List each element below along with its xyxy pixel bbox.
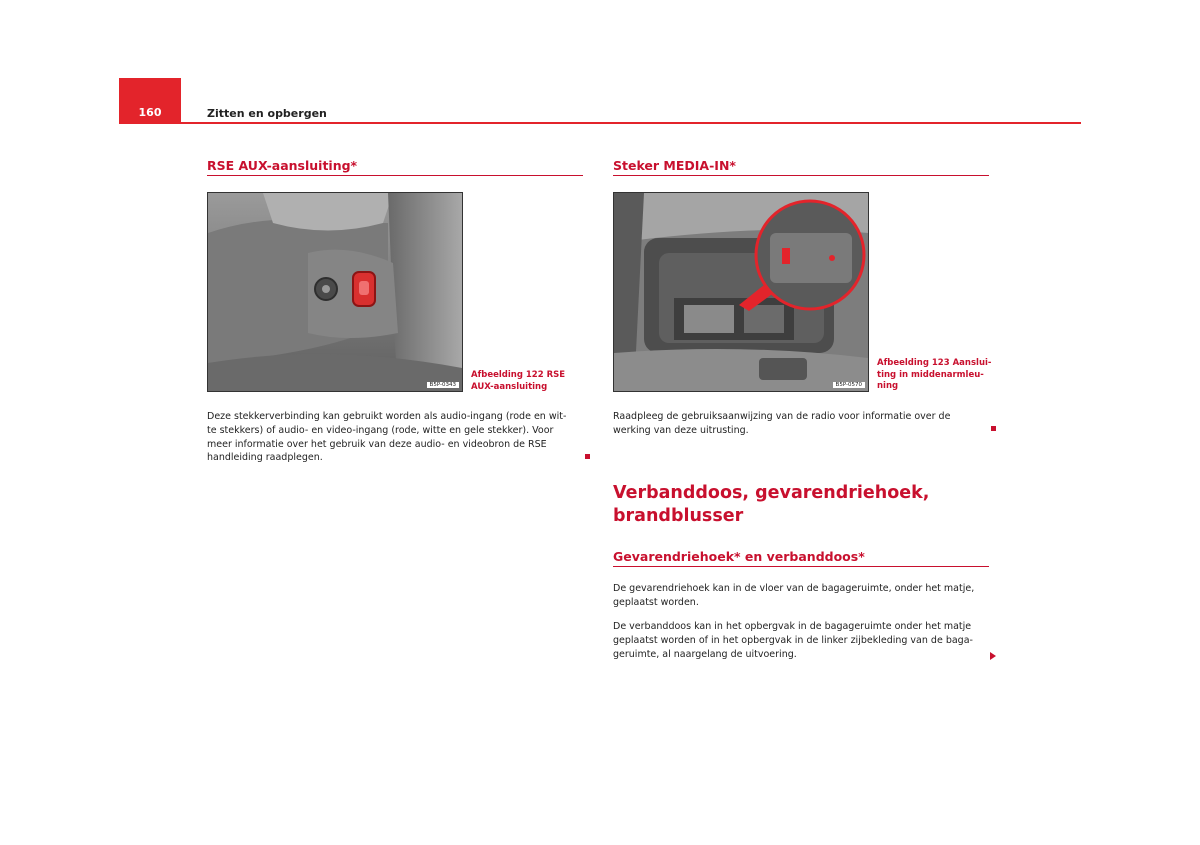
section-title-gevarendriehoek: Gevarendriehoek* en verbanddoos* xyxy=(613,549,865,564)
page-number: 160 xyxy=(138,106,162,119)
caption-line: ning xyxy=(877,381,899,391)
text-line: De verbanddoos kan in het opbergvak in de bagageruimte onder het matje xyxy=(613,621,972,632)
heading-line: brandblusser xyxy=(613,506,744,526)
section-end-marker xyxy=(991,426,996,431)
section-rule xyxy=(613,566,989,567)
figure-rse-aux-photo xyxy=(207,192,463,392)
text-line: De gevarendriehoek kan in de vloer van de bagageruimte, onder het matje, xyxy=(613,583,975,594)
section-rule xyxy=(613,175,989,176)
text-line: handleiding raadplegen. xyxy=(207,452,323,464)
verbanddoos-paragraph xyxy=(613,620,973,661)
rse-aux-paragraph xyxy=(207,410,566,465)
media-in-paragraph xyxy=(613,410,950,438)
chapter-title: Zitten en opbergen xyxy=(207,107,327,120)
rse-aux-illustration xyxy=(208,193,462,391)
caption-line: Afbeelding 122 RSE xyxy=(471,370,566,380)
section-title-rse-aux: RSE AUX-aansluiting* xyxy=(207,158,358,173)
gevarendriehoek-paragraph xyxy=(613,582,974,610)
text-line: meer informatie over het gebruik van deze audio- en videobron de RSE xyxy=(207,438,547,450)
figure-code: B5P-0343 xyxy=(427,382,459,388)
header-rule xyxy=(119,122,1081,124)
media-in-illustration xyxy=(614,193,868,391)
heading-line: Verbanddoos, gevarendriehoek, xyxy=(613,483,930,503)
figure-code: B5P-0570 xyxy=(833,382,865,388)
caption-line: AUX-aansluiting xyxy=(471,381,548,392)
continue-arrow-icon xyxy=(990,652,996,660)
text-line: Deze stekkerverbinding kan gebruikt worden als audio-ingang (rode en wit- xyxy=(207,411,567,422)
main-heading xyxy=(613,482,929,528)
section-rule xyxy=(207,175,583,176)
text-line: geruimte, al naargelang de uitvoering. xyxy=(613,648,797,660)
text-line: Raadpleeg de gebruiksaanwijzing van de radio voor informatie over de xyxy=(613,411,951,422)
caption-line: Afbeelding 123 Aanslui- xyxy=(877,358,992,368)
section-title-media-in: Steker MEDIA-IN* xyxy=(613,158,736,173)
text-line: geplaatst worden. xyxy=(613,596,699,608)
text-line: te stekkers) of audio- en video-ingang (rode, witte en gele stekker). Voor xyxy=(207,424,554,436)
figure-media-in-photo xyxy=(613,192,869,392)
section-end-marker xyxy=(585,454,590,459)
caption-line: ting in middenarmleu- xyxy=(877,369,984,380)
text-line: werking van deze uitrusting. xyxy=(613,424,749,436)
text-line: geplaatst worden of in het opbergvak in de linker zijbekleding van de baga- xyxy=(613,634,973,646)
figure-caption-123 xyxy=(877,358,991,393)
figure-caption-122 xyxy=(471,370,565,393)
